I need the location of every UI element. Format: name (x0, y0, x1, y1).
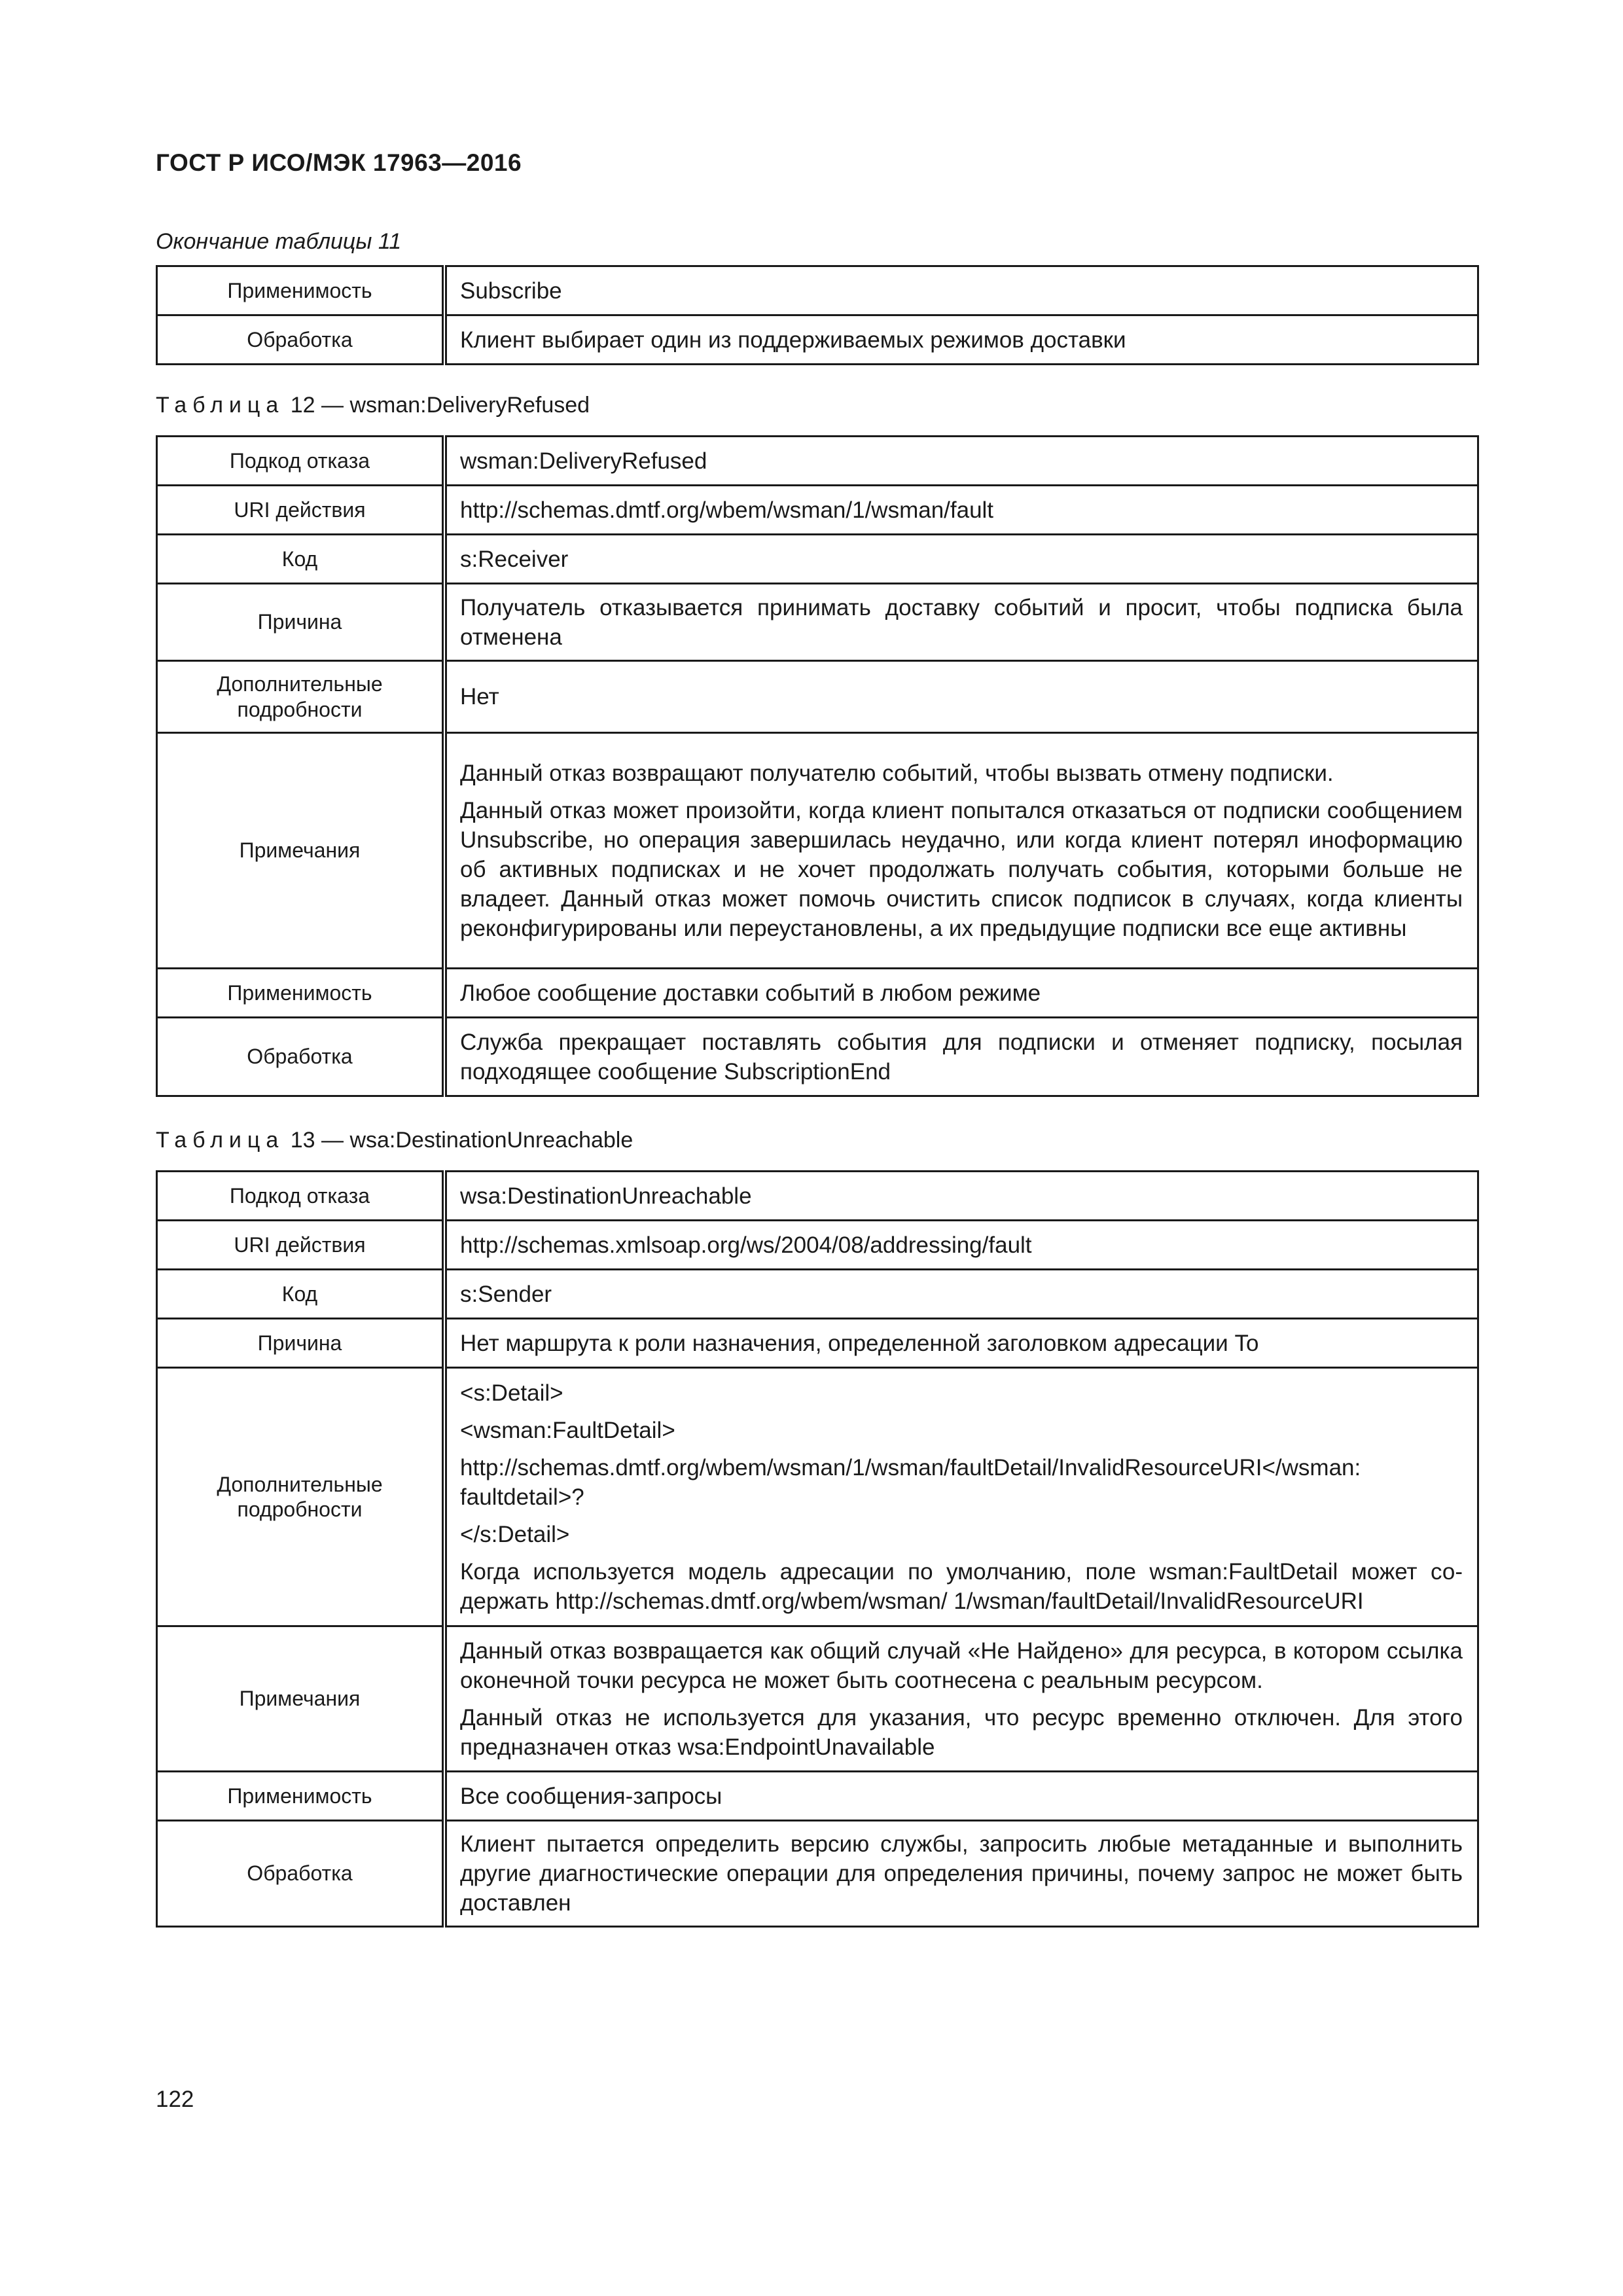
row-label: Обработка (157, 1821, 445, 1927)
row-label: Подкод отказа (157, 437, 445, 486)
value-paragraph: Клиент пытается определить версию службы, запросить любые метаданные и выполнить другие диагностические операции для определения причины, почему запрос не может быть доставлен (460, 1831, 1463, 1916)
row-label: Причина (157, 1319, 445, 1368)
row-value (444, 1270, 1478, 1319)
value-paragraph: Нет маршрута к роли назначения, определенной заголовком адресации To (460, 1330, 1259, 1356)
table-11-end (156, 265, 1479, 365)
row-value (444, 584, 1478, 661)
table-row (157, 1821, 1478, 1927)
value-paragraph: Получатель отказывается принимать доставку событий и просит, чтобы подписка была отменена (460, 594, 1463, 650)
row-value (444, 1172, 1478, 1221)
row-label: Код (157, 535, 445, 584)
row-value (444, 486, 1478, 535)
value-paragraph: Subscribe (460, 278, 562, 304)
table-row (157, 661, 1478, 733)
table-11-caption: Окончание таблицы 11 (156, 229, 402, 254)
row-label: URI действия (157, 1221, 445, 1270)
row-label: Применимость (157, 266, 445, 315)
document-header: ГОСТ Р ИСО/МЭК 17963—2016 (156, 149, 522, 176)
value-paragraph: Данный отказ возвращают получателю событий, чтобы вызвать отмену подписки. (460, 760, 1334, 786)
table-row (157, 437, 1478, 486)
table-13 (156, 1170, 1479, 1928)
row-label: URI действия (157, 486, 445, 535)
value-paragraph: http://schemas.dmtf.org/wbem/wsman/1/wsman/faultDetail/InvalidResourceURI</wsman: faultdetail>? (460, 1454, 1361, 1510)
table-row (157, 1368, 1478, 1626)
table-row (157, 315, 1478, 365)
row-value (444, 266, 1478, 315)
table-row (157, 1319, 1478, 1368)
value-paragraph: Нет (460, 684, 499, 709)
row-label: Дополнительные подробности (157, 661, 445, 733)
row-value (444, 1626, 1478, 1772)
value-paragraph: Данный отказ не используется для указания, что ресурс временно отключен. Для этого предназначен отказ wsa:EndpointUnavailable (460, 1704, 1463, 1760)
value-paragraph: </s:Detail> (460, 1521, 570, 1547)
value-paragraph: <wsman:FaultDetail> (460, 1417, 675, 1443)
value-paragraph: s:Receiver (460, 546, 569, 572)
value-paragraph: Клиент выбирает один из поддерживаемых режимов доставки (460, 327, 1126, 353)
table-row (157, 584, 1478, 661)
value-paragraph: http://schemas.xmlsoap.org/ws/2004/08/addressing/fault (460, 1232, 1032, 1258)
row-label: Примечания (157, 733, 445, 969)
row-value (444, 1221, 1478, 1270)
caption-word: Таблица (156, 393, 285, 418)
row-label: Обработка (157, 1018, 445, 1096)
table-row (157, 733, 1478, 969)
row-label: Подкод отказа (157, 1172, 445, 1221)
table-row (157, 1626, 1478, 1772)
row-label: Код (157, 1270, 445, 1319)
value-paragraph: Когда используется модель адресации по умолчанию, поле wsman:FaultDetail может содержать http://schemas.dmtf.org/wbem/wsman/ 1/wsman/faultDetail/InvalidResourceURI (460, 1558, 1463, 1614)
row-label: Причина (157, 584, 445, 661)
table-13-caption (156, 1128, 633, 1153)
caption-word: Таблица (156, 1128, 285, 1153)
table-row (157, 969, 1478, 1018)
row-value (444, 1018, 1478, 1096)
row-value (444, 535, 1478, 584)
table-row (157, 1270, 1478, 1319)
row-value (444, 661, 1478, 733)
row-label: Примечания (157, 1626, 445, 1772)
value-paragraph: s:Sender (460, 1281, 552, 1307)
row-label: Применимость (157, 969, 445, 1018)
row-value (444, 1319, 1478, 1368)
row-value (444, 1821, 1478, 1927)
table-row (157, 1018, 1478, 1096)
table-row (157, 535, 1478, 584)
value-paragraph: Служба прекращает поставлять события для подписки и отменяет подписку, посылая подходящее сообщение SubscriptionEnd (460, 1029, 1463, 1085)
value-paragraph: wsa:DestinationUnreachable (460, 1183, 752, 1209)
table-row (157, 1172, 1478, 1221)
page-number: 122 (156, 2087, 194, 2112)
value-paragraph: Данный отказ может произойти, когда клиент попытался отказаться от подписки сообщением Unsubscribe, но операция завершилась неудачно, или когда клиент потерял иноформацию об активных подписках и не хочет продолжать получать события, которыми больше не владеет. Данный отказ может помочь очистить список подписок в случаях, когда клиенты реконфигурированы или переустановлены, а их предыдущие подписки все еще активны (460, 797, 1463, 941)
value-paragraph: Любое сообщение доставки событий в любом режиме (460, 980, 1041, 1006)
row-label: Дополнительные подробности (157, 1368, 445, 1626)
row-value (444, 733, 1478, 969)
row-value (444, 1368, 1478, 1626)
table-12 (156, 435, 1479, 1097)
value-paragraph: <s:Detail> (460, 1380, 563, 1406)
row-value (444, 969, 1478, 1018)
row-label: Применимость (157, 1772, 445, 1821)
row-label: Обработка (157, 315, 445, 365)
value-paragraph: http://schemas.dmtf.org/wbem/wsman/1/wsman/fault (460, 497, 994, 523)
table-row (157, 1221, 1478, 1270)
row-value (444, 437, 1478, 486)
value-paragraph: wsman:DeliveryRefused (460, 448, 707, 474)
table-12-caption (156, 393, 590, 418)
row-value (444, 315, 1478, 365)
value-paragraph: Все сообщения-запросы (460, 1783, 722, 1809)
table-row (157, 266, 1478, 315)
row-value (444, 1772, 1478, 1821)
caption-title: 12 — wsman:DeliveryRefused (284, 393, 590, 418)
table-row (157, 1772, 1478, 1821)
caption-title: 13 — wsa:DestinationUnreachable (284, 1128, 633, 1153)
value-paragraph: Данный отказ возвращается как общий случай «Не Найдено» для ресурса, в котором ссылка оконечной точки ресурса не может быть соотнесена с реальным ресурсом. (460, 1638, 1463, 1693)
table-row (157, 486, 1478, 535)
